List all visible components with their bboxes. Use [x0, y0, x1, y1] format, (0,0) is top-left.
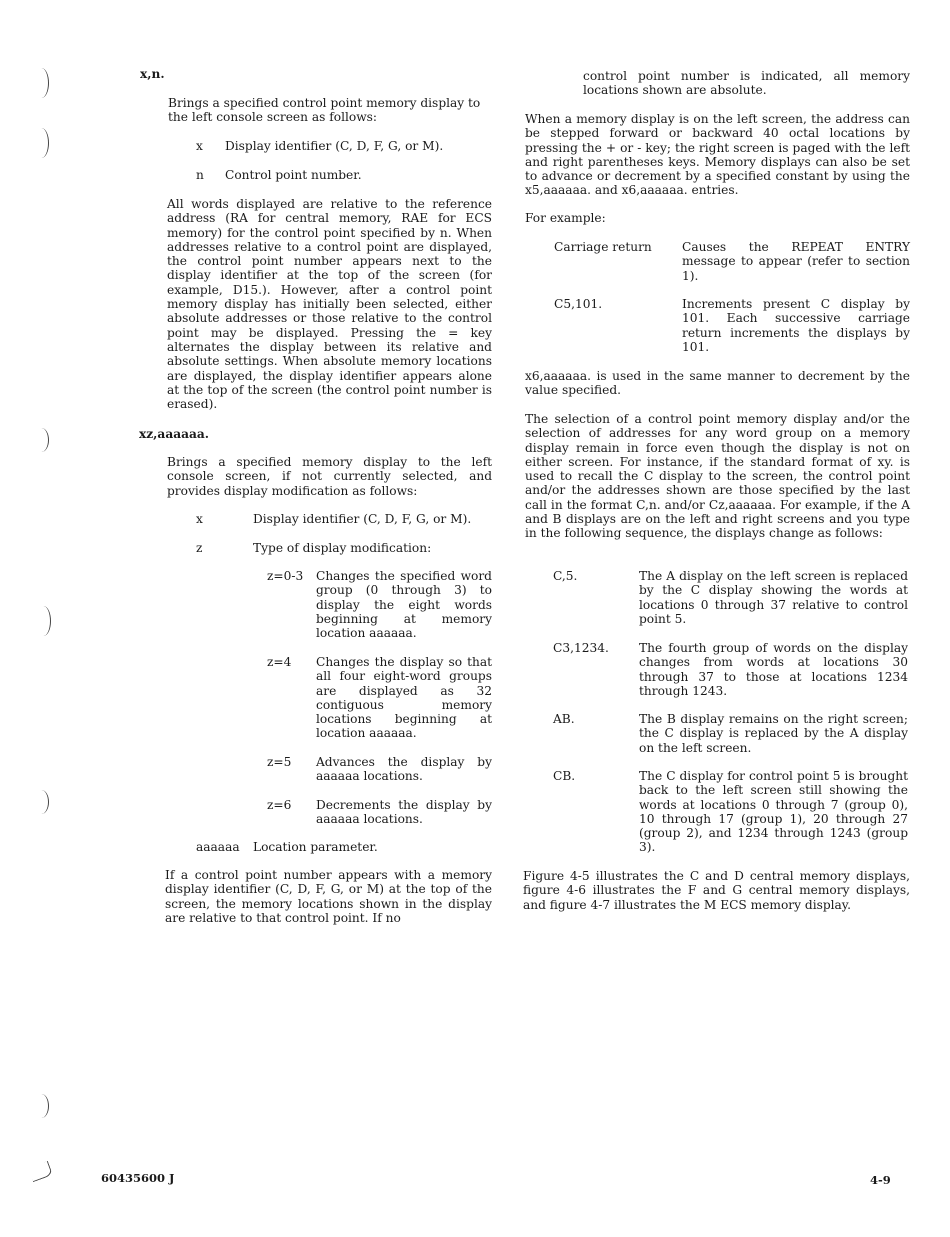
continued-paragraph: control point number is indicated, all memory locations shown are absolute.	[583, 69, 910, 98]
param-term: x	[196, 139, 203, 153]
z-option-term: z=4	[267, 655, 292, 669]
xz-description: Brings a specified memory display to the left console screen, if not currently selected, and provides display modification as follows:	[167, 455, 492, 498]
margin-mark	[34, 128, 49, 158]
sequence-desc: The B display remains on the right screen; the C display is replaced by the A display on the left screen.	[639, 712, 908, 755]
param-desc: Control point number.	[225, 168, 362, 182]
heading-xn: x,n.	[140, 67, 165, 81]
example-desc: Increments present C display by 101. Each successive carriage return increments the displays by 101.	[682, 297, 910, 354]
z-option-term: z=0-3	[267, 569, 304, 583]
margin-mark	[34, 1094, 49, 1118]
margin-mark	[34, 68, 49, 98]
paragraph-selection: The selection of a control point memory display and/or the selection of addresses for any word group on a memory display remain in force even though the display is not on either screen. For instance, if the standard format of xy. is used to recall the C display to the screen, the control point and/or the addresses shown are those specified by the last call in the format C,n. and/or Cz,aaaaaa. For example, if the A and B displays are on the left and right screens and you type in the following sequence, the displays change as follows:	[525, 412, 910, 541]
sequence-term: AB.	[553, 712, 575, 726]
paragraph-for-example: For example:	[525, 211, 606, 225]
param-desc: Display identifier (C, D, F, G, or M).	[253, 512, 472, 526]
example-term: C5,101.	[554, 297, 603, 311]
example-desc: Causes the REPEAT ENTRY message to appear (refer to section 1).	[682, 240, 910, 283]
z-option-desc: Changes the display so that all four eight-word groups are displayed as 32 contiguous memory locations beginning at location aaaaaa.	[316, 655, 492, 741]
paragraph-decrement: x6,aaaaaa. is used in the same manner to decrement by the value specified.	[525, 369, 910, 398]
xn-body-paragraph: All words displayed are relative to the reference address (RA for central memory, RAE for ECS memory) for the control point specified by n. When addresses relative to a control point are displayed, the control point number appears next to the display identifier at the top of the screen (for example, D15.). However, after a control point memory display has initially been selected, either absolute addresses or those relative to the control point may be displayed. Pressing the = key alternates the display between its relative and absolute settings. When absolute memory locations are displayed, the display identifier appears alone at the top of the screen (the control point number is erased).	[167, 197, 492, 412]
param-desc: Type of display modification:	[253, 541, 432, 555]
example-term: Carriage return	[554, 240, 652, 254]
param-term: z	[196, 541, 203, 555]
sequence-desc: The C display for control point 5 is brought back to the left screen still showing the words at locations 0 through 7 (group 0), 10 through 17 (group 1), 20 through 27 (group 2), and 1234 through 1243 (group 3).	[639, 769, 908, 855]
param-term: x	[196, 512, 203, 526]
z-option-desc: Decrements the display by aaaaaa locations.	[316, 798, 492, 827]
margin-mark	[34, 428, 49, 452]
sequence-desc: The A display on the left screen is replaced by the C display showing the words at locations 0 through 37 relative to control point 5.	[639, 569, 908, 626]
margin-mark	[34, 790, 49, 814]
sequence-term: CB.	[553, 769, 576, 783]
closing-paragraph: If a control point number appears with a memory display identifier (C, D, F, G, or M) at the top of the screen, the memory locations shown in the display are relative to that control point. If no	[165, 868, 492, 925]
z-option-desc: Advances the display by aaaaaa locations.	[316, 755, 492, 784]
sequence-term: C3,1234.	[553, 641, 609, 655]
document-number: 60435600 J	[101, 1171, 175, 1185]
sequence-term: C,5.	[553, 569, 578, 583]
xn-description: Brings a specified control point memory display to the left console screen as follows:	[168, 96, 481, 125]
z-option-desc: Changes the specified word group (0 through 3) to display the eight words beginning at memory location aaaaaa.	[316, 569, 492, 641]
paragraph-memory-display: When a memory display is on the left screen, the address can be stepped forward or backward 40 octal locations by pressing the + or - key; the right screen is paged with the left and right parentheses keys. Memory displays can also be set to advance or decrement by a specified constant by using the x5,aaaaaa. and x6,aaaaaa. entries.	[525, 112, 910, 198]
sequence-desc: The fourth group of words on the display changes from words at locations 30 through 37 to those at locations 1234 through 1243.	[639, 641, 908, 698]
margin-mark	[36, 606, 51, 636]
heading-xz: xz,aaaaaa.	[139, 427, 210, 441]
param-desc: Location parameter.	[253, 840, 378, 854]
page-number: 4-9	[870, 1173, 891, 1187]
param-desc: Display identifier (C, D, F, G, or M).	[225, 139, 444, 153]
z-option-term: z=6	[267, 798, 292, 812]
param-term: n	[196, 168, 204, 182]
paragraph-figures: Figure 4-5 illustrates the C and D central memory displays, figure 4-6 illustrates the F and G central memory displays, and figure 4-7 illustrates the M ECS memory display.	[523, 869, 910, 912]
param-term: aaaaaa	[196, 840, 240, 854]
margin-mark	[28, 1161, 53, 1182]
z-option-term: z=5	[267, 755, 292, 769]
